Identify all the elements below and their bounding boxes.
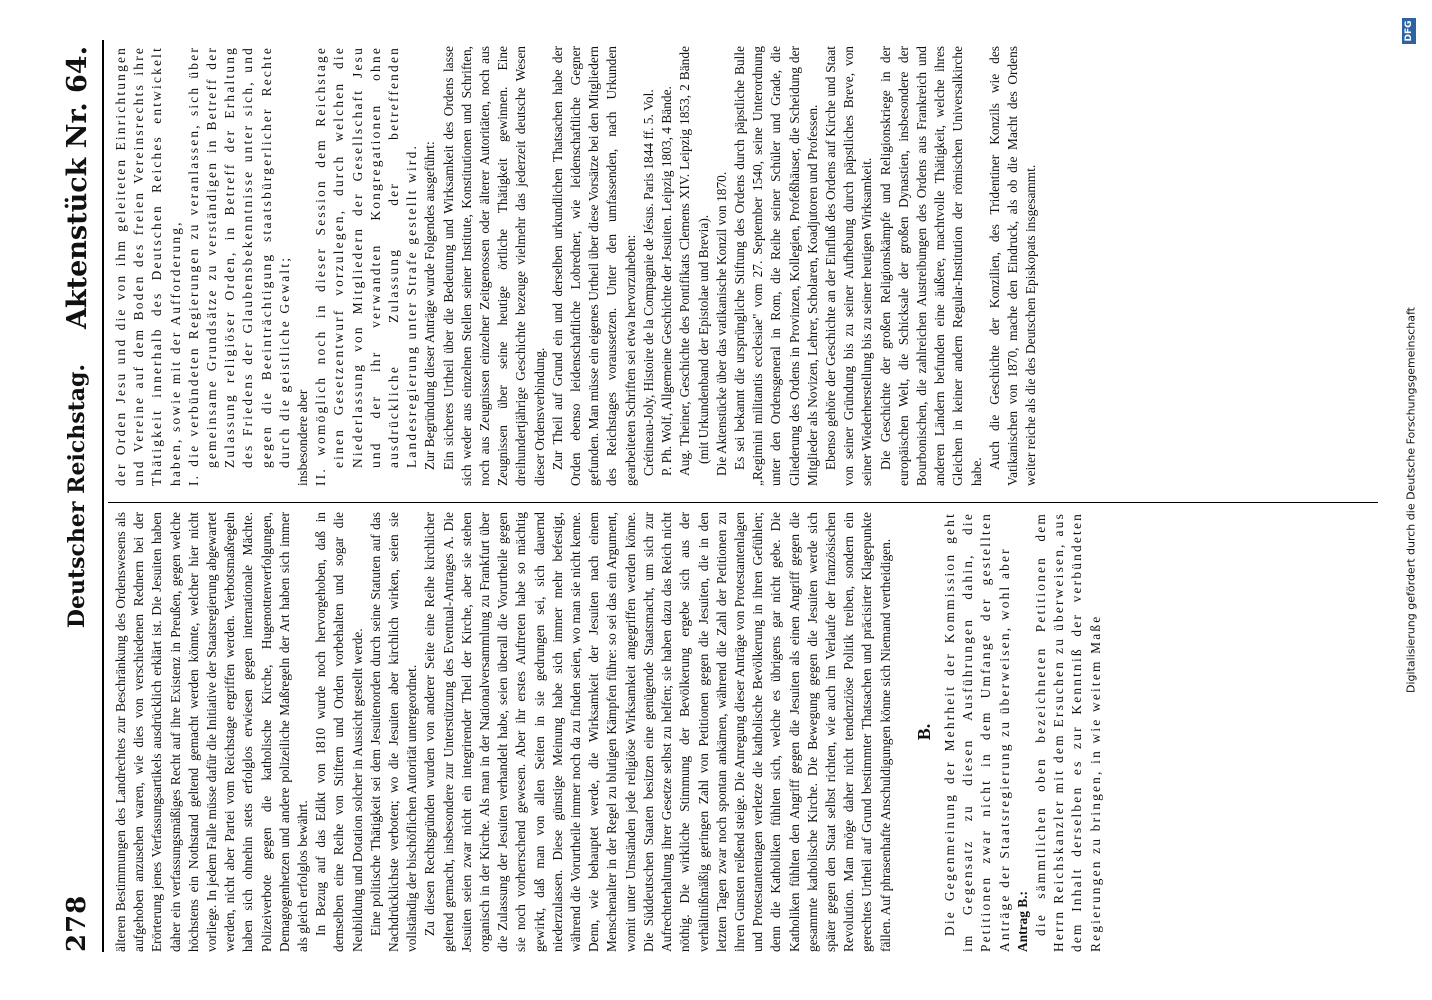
paragraph: insbesondere aber xyxy=(295,389,311,486)
digitization-credit xyxy=(1396,0,1426,1000)
motion-item-2: II. womöglich noch in dieser Session dem Reichstage einen Gesetzentwurf vorzulegen, durch welchen die Niederlassung von Mitgliedern der Gesellschaft Jesu und der ihr verwandten Kongregationen ohne ausdrückliche Zulassung der betreffenden Landesregierung unter Strafe gestellt wird. xyxy=(313,46,420,486)
paragraph: Die Gegenmeinung der Mehrheit der Kommission geht im Gegensatz zu diesen Ausführungen dahin, die Petitionen zwar nicht in dem Umfange der gestellten Anträge der Staatsregierung zu überweisen, wohl aber xyxy=(941,512,1012,952)
paragraph: Es sei bekannt die ursprüngliche Stiftung des Ordens durch päpstliche Bulle „Regimini militantis ecclesiae" vom 27. September 1540, seine Unterordnung unter den Ordensgeneral in Rom, die Reihe seiner Schüler und Grade, die Gliederung des Ordens in Provinzen, Kollegien, Profeßhäuser, die Scheidung der Mitglieder als Novizen, Lehrer, Scholaren, Koadjutoren und Professen. xyxy=(731,46,820,486)
paragraph: In Bezug auf das Edikt von 1810 wurde noch hervorgehoben, daß in demselben eine Reihe von Stiftern und Orden vorbehalten und sogar die Neubildung und Dotation solcher in Aussicht gestellt werde. xyxy=(313,512,365,952)
dfg-logo: DFG xyxy=(1402,18,1416,44)
credit-text: Digitalisierung gefördert durch die Deutsche Forschungsgemeinschaft xyxy=(1404,307,1418,693)
paragraph: Ein sicheres Urtheil über die Bedeutung und Wirksamkeit des Ordens lasse sich weder aus einzelnen Stellen seiner Institute, Konstitutionen und Schriften, noch aus Zeugnissen einzelner Zeitgenossen oder älterer Autoritäten, noch aus Zeugnissen über seine heutige örtliche Thätigkeit gewinnen. Eine dreihundertjährige Geschichte bezeuge vielmehr das jederzeit deutsche Wesen dieser Ordensverbindung. xyxy=(440,46,547,486)
header-rule xyxy=(102,40,104,952)
section-heading-b: B. xyxy=(913,723,934,741)
paragraph: Die Geschichte der großen Religionskämpfe und Religionskriege in der europäischen Welt, die Schicksale der großen Dynastien, insbesondere der Bourbonischen, die zahlreichen Austreibungen des Ordens aus Frankreich und anderen Ländern befunden eine äußere, machtvolle Thätigkeit, welche ihres Gleichen in keiner andern Regular-Institution der römischen Universalkirche habe. xyxy=(877,46,984,486)
reference-item: P. Ph. Wolf, Allgemeine Geschichte der Jesuiten. Leipzig 1803, 4 Bände. xyxy=(659,86,675,476)
column-divider xyxy=(108,502,1378,503)
paragraph: Zur Begründung dieser Anträge wurde Folgendes ausgeführt: xyxy=(422,141,438,470)
paragraph: Zu diesen Rechtsgründen wurden von anderer Seite eine Reihe kirchlicher geltend gemacht, insbesondere zur Unterstützung des Eventual-Antrages A. Die Jesuiten seien zwar nicht ein integrirender Theil der Kirche, aber sie stehen organisch in der Kirche. Als man in der Nationalversammlung zu Frankfurt über die Zulassung der Jesuiten verhandelt habe, seien überall die Vorurtheile gegen sie noch vorherrschend gewesen. Aber ihr erstes Auftreten habe so mächtig gewirkt, daß man von allen Seiten in sie gedrungen sei, sich dauernd niederzulassen. Diese günstige Meinung habe sich immer mehr befestigt, während die Vorurtheile immer noch da zu finden seien, wo man sie nicht kenne. Denn, wie behauptet werde, die Wirksamkeit der Jesuiten nach einem Menschenalter in der Regel zu blutigen Kämpfen führe: so sei das ein Argument, womit unter Umständen jede religiöse Wirksamkeit angegriffen werden könne. Die Süddeutschen Staaten besitzen eine genügende Staatsmacht, um sich zur Aufrechterhaltung ihrer Gesetze selbst zu helfen; sie haben dazu das Reich nicht nöthig. Die wirkliche Stimmung der Bevölkerung ergebe sich aus der verhältnißmäßig geringen Zahl von Petitionen gegen die Jesuiten, die in den letzten Tagen zwar noch spontan ankämen, während die Zahl der Petitionen zu ihren Gunsten reißend steige. Die Anregung dieser Anträge von Protestantenlagen und Protestantentagen verletze die katholische Bevölkerung in ihren Gefühlen; denn die Katholiken fühlten sich, welche es übrigens gar nicht gebe. Die Katholiken fühlten den Angriff gegen die Jesuiten als einen Angriff gegen die gesammte katholische Kirche. Die Bewegung gegen die Jesuiten werde sich später gegen den Staat selbst richten, wie auch im Verlaufe der französischen Revolution. Man möge daher nicht tendenziöse Politik treiben, sondern ein gerechtes Urtheil auf Grund bestimmter Thatsachen und präcisirter Klagepunkte fällen. Auf phrasenhafte Anschuldigungen könne sich Niemand vertheidigen. xyxy=(422,512,893,952)
paragraph: älteren Bestimmungen des Landrechtes zur Beschränkung des Ordenswesens als aufgehoben anzusehen waren, wie dies von verschiedenen Rednern bei der Erörterung jenes Verfassungsartikels ausdrücklich erklärt ist. Die Jesuiten haben daher ein verfassungsmäßiges Recht auf ihre Existenz in Preußen, gegen welche höchstens ein Nothstand geltend gemacht werden könnte, welcher hier nicht vorliege. In jedem Falle müsse dafür die Initiative der Staatsregierung abgewartet werden, nicht aber Partei vom Reichstage ergriffen werden. Verbotsmaßregeln haben sich ohnehin stets erfolglos erwiesen gegen internationale Mächte. Polizeiverbote gegen die katholische Kirche, Hugenottenverfolgungen, Demagogenhetzen und andere polizeiliche Maßregeln der Art haben sich immer als gleich erfolglos bewährt. xyxy=(113,512,311,952)
paragraph: Eine politische Thätigkeit sei dem Jesuitenorden durch seine Statuten auf das Nachdrücklichste verboten; wo die Jesuiten aber kirchlich wirken, seien sie vollständig der bischöflichen Autorität untergeordnet. xyxy=(367,512,420,952)
reference-item: Crétineau-Joly, Histoire de la Compagnie de Jésus. Paris 1844 ff. 5. Vol. xyxy=(640,89,656,476)
paragraph: Auch die Geschichte der Konzilien, des Tridentiner Konzils wie des Vatikanischen von 1870, mache den Eindruck, als ob die Macht des Ordens weiter reiche als die des Deutschen Episkopats insgesammt. xyxy=(986,46,1039,486)
left-column xyxy=(112,512,1105,952)
right-column xyxy=(112,46,1040,486)
reference-item: Die Aktenstücke über das vatikanische Konzil von 1870. xyxy=(713,171,729,476)
paragraph: der Orden Jesu und die von ihm geleiteten Einrichtungen und Vereine auf dem Boden des freien Vereinsrechts ihre Thätigkeit innerhalb des Deutschen Reiches entwickelt haben, sowie mit der Aufforderung, xyxy=(113,46,183,486)
page-number: 278 xyxy=(62,894,92,952)
page-header xyxy=(62,40,102,952)
annex-title: Aktenstück Nr. 64. xyxy=(62,46,93,329)
motion-text: die sämmtlichen oben bezeichneten Petitionen dem Herrn Reichskanzler mit dem Ersuchen zu überweisen, aus dem Inhalt derselben es zur Kenntniß der verbündeten Regierungen zu bringen, in wie weitem Maße xyxy=(1032,512,1103,952)
reference-item: Aug. Theiner, Geschichte des Pontifikats Clemens XIV. Leipzig 1853, 2 Bände (mit Urkundenband der Epistolae und Brevia). xyxy=(677,46,711,476)
running-title: Deutscher Reichstag. xyxy=(64,363,90,629)
paragraph: Ebenso gehöre der Geschichte an der Einfluß des Ordens auf Kirche und Staat von seiner Gründung bis zu seiner Aufhebung durch päpstliches Breve, von seiner Wiederherstellung bis zu seiner heutigen Wirksamkeit. xyxy=(822,46,875,486)
motion-item-1: I. die verbündeten Regierungen zu veranlassen, sich über gemeinsame Grundsätze zu verständigen in Betreff der Zulassung religiöser Orden, in Betreff der Erhaltung des Friedens der Glaubensbekenntnisse unter sich, und gegen die Beeinträchtigung staatsbürgerlicher Rechte durch die geistliche Gewalt; xyxy=(185,46,292,486)
motion-label: Antrag B.: xyxy=(1014,891,1030,952)
paragraph: Zur Theil auf Grund ein und derselben urkundlichen Thatsachen habe der Orden ebenso leidenschaftliche Lobredner, wie leidenschaftliche Gegner gefunden. Man müsse ein eigenes Urtheil über diese Vorsätze bei den Mitgliedern des Reichstages voraussetzen. Unter den umfassenden, nach Urkunden gearbeiteten Schriften sei etwa hervorzuheben: xyxy=(549,46,638,486)
